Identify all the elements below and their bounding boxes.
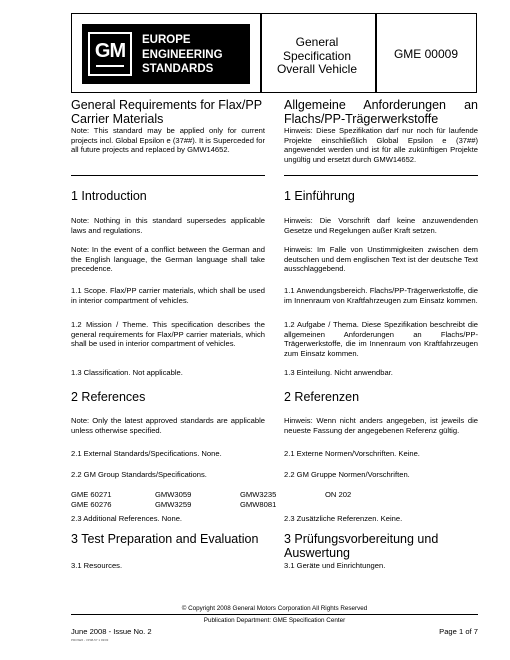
standard-item: GMW3235 bbox=[240, 490, 277, 499]
resources-de: 3.1 Geräte und Einrichtungen. bbox=[284, 561, 386, 570]
ees-line: ENGINEERING bbox=[142, 48, 223, 61]
publication-department: Publication Department: GME Specification Center bbox=[203, 617, 346, 624]
supersede-note-en: Note: This standard may be applied only for current projects incl. Global Epsilon e (37##). It is Superceded for all future projects and replaced by GMW14652. bbox=[71, 126, 265, 155]
doc-number: GME 00009 bbox=[393, 47, 459, 61]
section-heading-1-de: 1 Einführung bbox=[284, 189, 355, 203]
supersede-note-de: Hinweis: Diese Spezifikation darf nur noch für laufende Projekte einschließlich Global Epsilon e (37##) angewendet werden und ist für alle zukünftigen Projekte ungültig und ersetzt durch GMW14652. bbox=[284, 126, 478, 164]
title-de: Allgemeine Anforderungen an Flachs/PP-Trägerwerkstoffe bbox=[284, 98, 478, 126]
issue-date: June 2008 - Issue No. 2 bbox=[71, 627, 152, 636]
gm-logo bbox=[88, 32, 132, 76]
gm-standards-de: 2.2 GM Gruppe Normen/Vorschriften. bbox=[284, 470, 410, 479]
scope-en: 1.1 Scope. Flax/PP carrier materials, which shall be used in interior compartment of vehicles. bbox=[71, 286, 265, 305]
section-heading-3-de: 3 Prüfungsvorbereitung und Auswertung bbox=[284, 532, 439, 560]
gm-logo-underline bbox=[96, 65, 124, 67]
divider bbox=[284, 175, 478, 176]
spec-type bbox=[260, 36, 374, 77]
section-heading-1-en: 1 Introduction bbox=[71, 189, 147, 203]
spec-type-line: Overall Vehicle bbox=[276, 62, 358, 76]
classification-de: 1.3 Einteilung. Nicht anwendbar. bbox=[284, 368, 393, 377]
ees-logo-block bbox=[82, 24, 250, 84]
mission-de: 1.2 Aufgabe / Thema. Diese Spezifikation beschreibt die allgemeinen Anforderungen an Flachs/PP-Trägerwerkstoffe, die im Innenraum von Kraftfahrzeugen zum Einsatz kommen. bbox=[284, 320, 478, 358]
footer-rule bbox=[71, 614, 478, 615]
standard-item: GMW3259 bbox=[155, 500, 192, 509]
intro-note-1-de: Hinweis: Die Vorschrift darf keine anzuwendenden Gesetze und Regelungen außer Kraft setzen. bbox=[284, 216, 478, 235]
spec-type-line: General bbox=[295, 35, 339, 49]
additional-references-de: 2.3 Zusätzliche Referenzen. Keine. bbox=[284, 514, 403, 523]
page-number: Page 1 of 7 bbox=[439, 627, 478, 636]
copyright: © Copyright 2008 General Motors Corporation All Rights Reserved bbox=[181, 605, 368, 612]
title-en: General Requirements for Flax/PP Carrier Materials bbox=[71, 98, 262, 126]
section-heading-2-en: 2 References bbox=[71, 390, 146, 404]
standard-item: GMW3059 bbox=[155, 490, 192, 499]
intro-note-2-en: Note: In the event of a conflict between the German and the English language, the German language shall take precedence. bbox=[71, 245, 265, 274]
ees-label bbox=[142, 33, 223, 77]
form-code: PROSE5 - VP08-57 1 03/03 bbox=[71, 638, 109, 642]
spec-type-line: Specification bbox=[282, 48, 352, 63]
gm-standards-en: 2.2 GM Group Standards/Specifications. bbox=[71, 470, 207, 479]
gm-logo-text: GM bbox=[94, 40, 126, 62]
ees-line: STANDARDS bbox=[142, 63, 214, 75]
scope-de: 1.1 Anwendungsbereich. Flachs/PP-Trägerwerkstoffe, die im Innenraum von Kraftfahrzeugen zum Einsatz kommen. bbox=[284, 286, 478, 305]
additional-references-en: 2.3 Additional References. None. bbox=[71, 514, 183, 523]
references-note-de: Hinweis: Wenn nicht anders angegeben, ist jeweils die neueste Fassung der angegebenen Referenz gültig. bbox=[284, 416, 478, 435]
intro-note-1-en: Note: Nothing in this standard supersedes applicable laws and regulations. bbox=[71, 216, 265, 235]
external-standards-en: 2.1 External Standards/Specifications. None. bbox=[71, 449, 222, 458]
references-note-en: Note: Only the latest approved standards are applicable unless otherwise specified. bbox=[71, 416, 265, 435]
standard-item: GME 60271 bbox=[71, 490, 112, 499]
external-standards-de: 2.1 Externe Normen/Vorschriften. Keine. bbox=[284, 449, 420, 458]
classification-en: 1.3 Classification. Not applicable. bbox=[71, 368, 183, 377]
resources-en: 3.1 Resources. bbox=[71, 561, 123, 570]
ees-line: EUROPE bbox=[142, 34, 191, 46]
section-heading-3-en: 3 Test Preparation and Evaluation bbox=[71, 532, 259, 546]
intro-note-2-de: Hinweis: Im Falle von Unstimmigkeiten zwischen dem deutschen und dem englischen Text ist der deutsche Text ausschlaggebend. bbox=[284, 245, 478, 274]
standard-item: GMW8081 bbox=[240, 500, 277, 509]
standard-item: GME 60276 bbox=[71, 500, 112, 509]
mission-en: 1.2 Mission / Theme. This specification describes the general requirements for Flax/PP carrier materials, which shall be used in interior compartment of vehicles. bbox=[71, 320, 265, 349]
divider bbox=[71, 175, 265, 176]
standard-item: ON 202 bbox=[325, 490, 352, 499]
section-heading-2-de: 2 Referenzen bbox=[284, 390, 360, 404]
document-header bbox=[71, 13, 477, 93]
